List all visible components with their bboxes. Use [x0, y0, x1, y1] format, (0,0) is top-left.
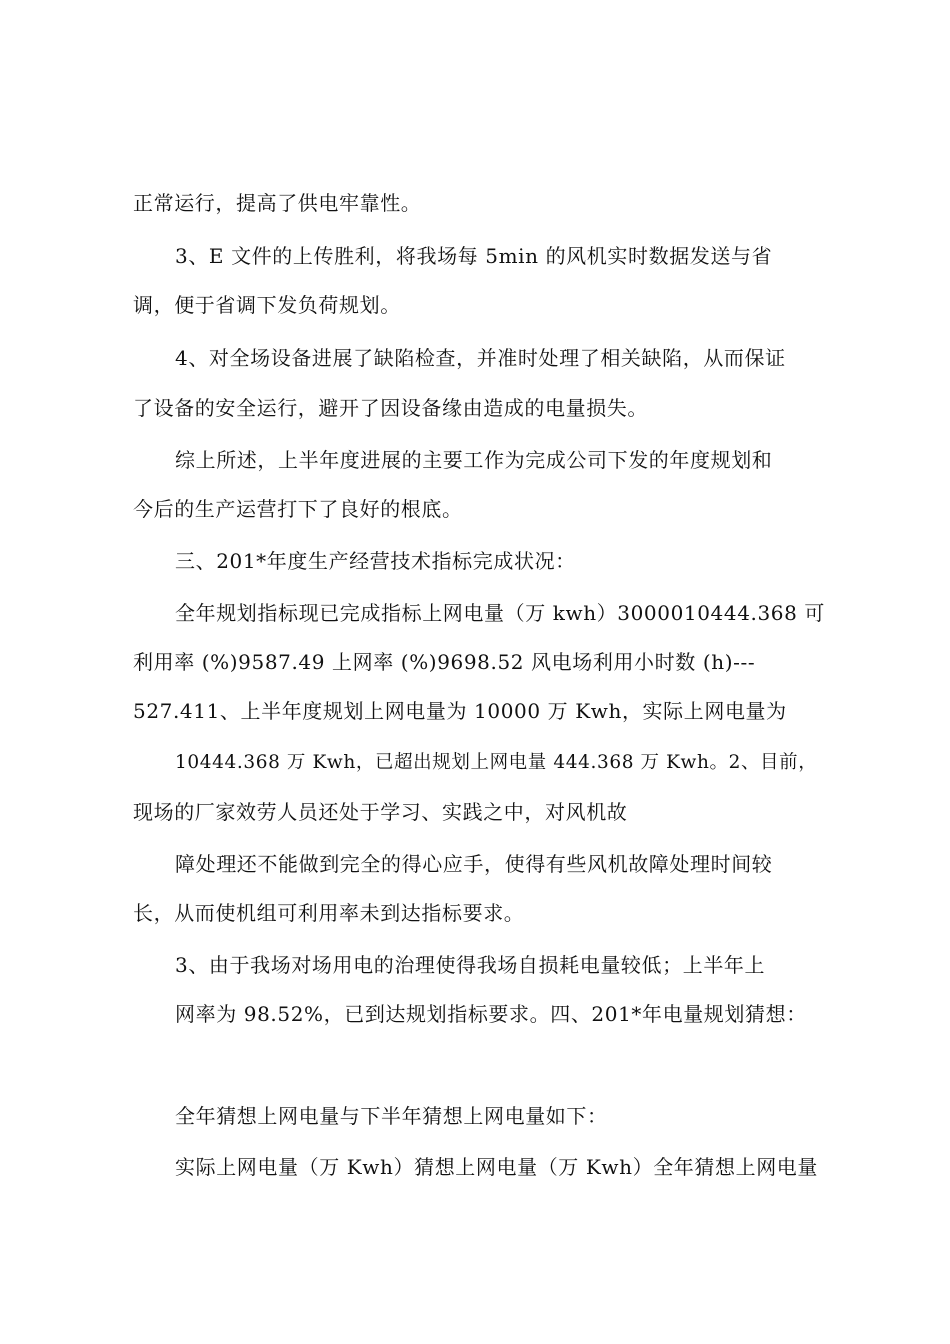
- text-line: 障处理还不能做到完全的得心应手，使得有些风机故障处理时间较: [175, 852, 773, 876]
- text-line: 网率为 98.52%，已到达规划指标要求。四、201*年电量规划猜想：: [175, 1002, 807, 1026]
- text-line: 调，便于省调下发负荷规划。: [133, 293, 401, 317]
- text-line: 利用率 (%)9587.49 上网率 (%)9698.52 风电场利用小时数 (h)---: [133, 650, 756, 674]
- text-line: 4、对全场设备进展了缺陷检查，并准时处理了相关缺陷，从而保证: [175, 346, 786, 370]
- text-line: 综上所述，上半年度进展的主要工作为完成公司下发的年度规划和: [175, 448, 773, 472]
- section-heading: 三、201*年度生产经营技术指标完成状况：: [175, 549, 576, 573]
- text-line: 527.411、上半年度规划上网电量为 10000 万 Kwh，实际上网电量为: [133, 699, 787, 723]
- text-line: 全年规划指标现已完成指标上网电量（万 kwh）3000010444.368 可: [175, 601, 826, 625]
- text-line: 3、由于我场对场用电的治理使得我场自损耗电量较低；上半年上: [175, 953, 766, 977]
- text-line: 今后的生产运营打下了良好的根底。: [133, 497, 463, 521]
- text-line: 实际上网电量（万 Kwh）猜想上网电量（万 Kwh）全年猜想上网电量: [175, 1155, 818, 1179]
- text-line: 现场的厂家效劳人员还处于学习、实践之中，对风机故: [133, 800, 628, 824]
- text-line: 了设备的安全运行，避开了因设备缘由造成的电量损失。: [133, 396, 648, 420]
- text-line: 全年猜想上网电量与下半年猜想上网电量如下：: [175, 1104, 608, 1128]
- text-line: 长，从而使机组可利用率未到达指标要求。: [133, 901, 525, 925]
- text-line: 10444.368 万 Kwh，已超出规划上网电量 444.368 万 Kwh。2、目前，: [175, 752, 818, 773]
- text-line: 3、E 文件的上传胜利，将我场每 5min 的风机实时数据发送与省: [175, 244, 773, 268]
- text-line: 正常运行，提高了供电牢靠性。: [133, 191, 422, 215]
